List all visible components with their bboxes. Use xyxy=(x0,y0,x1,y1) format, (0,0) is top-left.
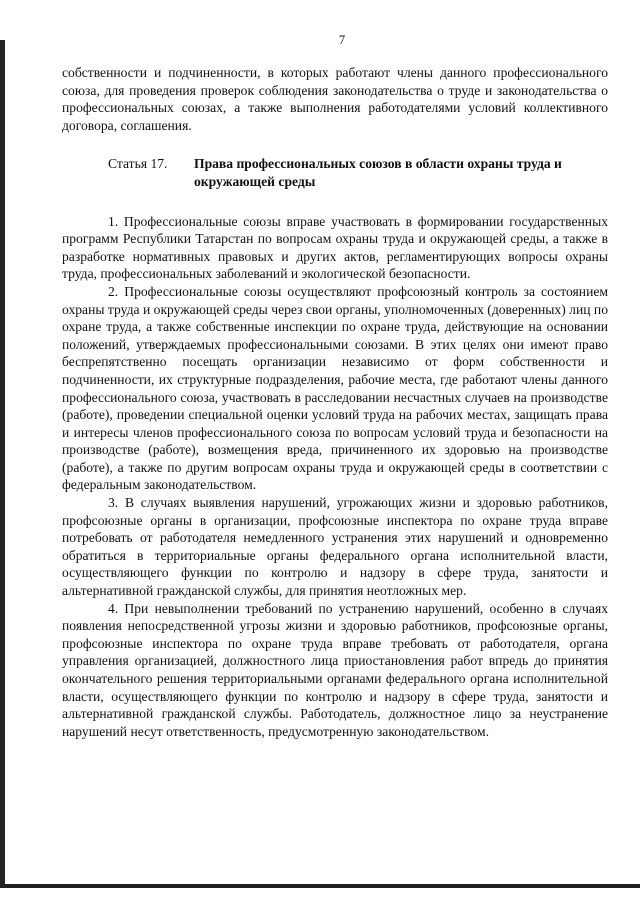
page-number: 7 xyxy=(338,33,346,47)
article-number: Статья 17. xyxy=(108,156,168,172)
scan-edge-bottom xyxy=(0,884,640,888)
article-title: Права профессиональных союзов в области охраны труда и окружающей среды xyxy=(194,156,562,189)
intro-paragraph: собственности и подчиненности, в которых работают члены данного профессионального союза, для проведения проверок соблюдения законодательства о труде и законодательства о профессиональных союзах, а также выполнения работодателями условий коллективного договора, соглашения. xyxy=(62,65,608,133)
paragraph-1: 1. Профессиональные союзы вправе участвовать в формировании государственных программ Республики Татарстан по вопросам охраны труда и окружающей среды, а также в разработке нормативных правовых и других актов, регламентирующих вопросы охраны труда, профессиональных заболеваний и экологической безопасности. xyxy=(62,213,608,282)
article-heading xyxy=(62,155,608,190)
document-body xyxy=(62,64,608,740)
paragraph-4: 4. При невыполнении требований по устранению нарушений, особенно в случаях появления непосредственной угрозы жизни и здоровью работников, профсоюзные органы, профсоюзные инспектора по охране труда вправе требовать от работодателя, органа управления организацией, должностного лица приостановления работ впредь до принятия окончательного решения территориальными органами федерального органа исполнительной власти, осуществляющего функции по контролю и надзору в сфере труда, занятости и альтернативной гражданской службы. Работодатель, должностное лицо за неустранение нарушений несут ответственность, предусмотренную законодательством. xyxy=(62,600,608,739)
scan-edge-left xyxy=(0,40,5,885)
paragraph-2: 2. Профессиональные союзы осуществляют профсоюзный контроль за состоянием охраны труда и окружающей среды через свои органы, уполномоченных (доверенных) лиц по охране труда, а также собственные инспекции по охране труда, действующие на основании положений, утверждаемых профессиональными союзами. В этих целях они имеют право беспрепятственно посещать организации независимо от форм собственности и подчиненности, их структурные подразделения, рабочие места, где работают члены данного профессионального союза, участвовать в расследовании несчастных случаев на производстве (работе), проведении специальной оценки условий труда на рабочих местах, защищать права и интересы членов профессионального союза по вопросам условий труда и безопасности на производстве (работе), возмещения вреда, причиненного их здоровью на производстве (работе), а также по другим вопросам охраны труда и окружающей среды в соответствии с федеральным законодательством. xyxy=(62,283,608,493)
paragraph-3: 3. В случаях выявления нарушений, угрожающих жизни и здоровью работников, профсоюзные органы в организации, профсоюзные инспектора по охране труда вправе потребовать от работодателя немедленного устранения этих нарушений и одновременно обратиться в территориальные органы федерального органа исполнительной власти, осуществляющего функции по контролю и надзору в сфере труда, занятости и альтернативной гражданской службы, для принятия неотложных мер. xyxy=(62,495,608,599)
